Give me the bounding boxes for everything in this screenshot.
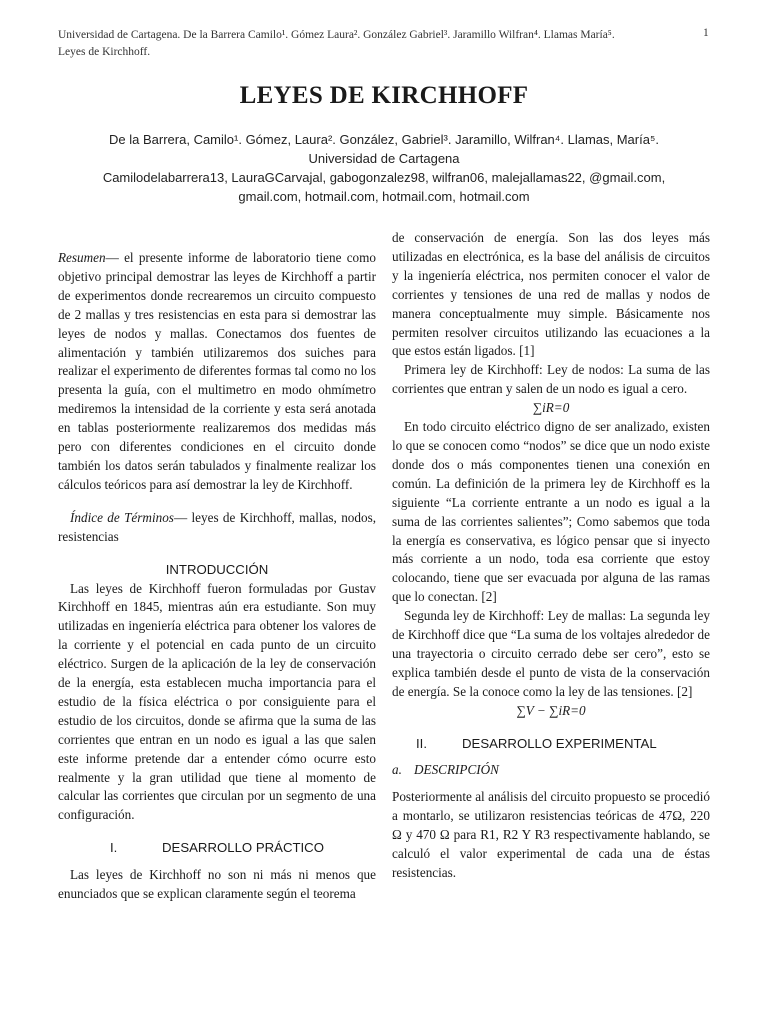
- section1-text: Las leyes de Kirchhoff no son ni más ni menos que enunciados que se explican claramente según el teorema: [58, 867, 376, 902]
- section1-title: DESARROLLO PRÁCTICO: [162, 840, 324, 856]
- left-column: [58, 249, 376, 904]
- author-block: [60, 130, 708, 206]
- index-terms-text: leyes de Kirchhoff, mallas, nodos, resistencias: [58, 509, 377, 544]
- description-text: Posteriormente al análisis del circuito propuesto se procedió a montarlo, se utilizaron resistencias teóricas de 47Ω, 220 Ω y 470 Ω para R1, R2 Y R3 respectivamente hablando, se calculó el valor experimental de cada una de éstas resistencias.: [392, 789, 710, 880]
- paper-title: LEYES DE KIRCHHOFF: [239, 82, 529, 109]
- running-head-authors: Universidad de Cartagena. De la Barrera Camilo¹. Gómez Laura². González Gabriel³. Jaramillo Wilfran⁴. Llamas María⁵.: [58, 29, 615, 41]
- subsection-letter: a.: [392, 762, 402, 778]
- equation-node-law: ∑iR=0: [532, 400, 570, 416]
- index-terms-label: Índice de Términos: [70, 509, 174, 525]
- section1-heading: [58, 839, 376, 858]
- running-head: [58, 27, 658, 61]
- equation-mesh-law: ∑V − ∑iR=0: [516, 702, 586, 718]
- page-number: 1: [703, 27, 709, 39]
- introduction-heading: INTRODUCCIÓN: [165, 561, 269, 577]
- first-law-text: Primera ley de Kirchhoff: Ley de nodos: La suma de las corrientes que entran y salen de un nodo es igual a cero.: [392, 362, 710, 397]
- theorem-continuation: de conservación de energía. Son las dos leyes más utilizadas en electrónica, es la base del análisis de circuitos y la ingeniería eléctrica, nos permiten conocer el valor de corrientes y tensiones de una red de mallas y nodos de manera conceptualmente muy simple. Básicamente nos permiten resolver circuitos utilizando las ecuaciones a la que estos están ligados. [1]: [392, 230, 710, 359]
- section1-number: I.: [110, 840, 118, 856]
- subsection-title: DESCRIPCIÓN: [414, 762, 499, 778]
- affiliation: Universidad de Cartagena: [308, 151, 460, 166]
- abstract-dash: —: [105, 250, 125, 265]
- author-names: De la Barrera, Camilo¹. Gómez, Laura². González, Gabriel³. Jaramillo, Wilfran⁴. Llamas, María⁵.: [109, 132, 659, 147]
- abstract-text: el presente informe de laboratorio tiene como objetivo principal demostrar las leyes de Kirchhoff a partir de experimentos donde recrearemos un circuito compuesto de 2 mallas y tres resistencias en esta para si demostrar las leyes de nodos y mallas. Conectamos dos fuentes de alimentación y también utilizaremos dos suiches para realizar el experimento de diferentes formas tal como no los presenta la guía, con el multimetro en modo ohmímetro mediremos la intensidad de la corriente y esta será anotada en tablas posteriormente realizaremos dos medidas más pero con diferentes condiciones en el circuito donde también los datos serán tabulados y finalmente realizar los cálculos teóricos para así demostrar la ley de Kirchhoff.: [58, 250, 377, 492]
- section2-number: II.: [416, 735, 427, 751]
- section2-heading: [392, 735, 710, 754]
- right-column: [392, 229, 710, 883]
- running-head-title: Leyes de Kirchhoff.: [58, 46, 151, 58]
- second-law-text: Segunda ley de Kirchhoff: Ley de mallas: La segunda ley de Kirchhoff dice que “La suma de los voltajes alrededor de una trayectoria o circuito cerrado debe ser cero”, esto se explica también desde el punto de vista de la conservación de energía. Se la conoce como la ley de las tensiones. [2]: [392, 608, 710, 699]
- abstract: [58, 249, 376, 495]
- index-terms-dash: —: [173, 509, 192, 525]
- subsection-description-heading: [392, 761, 710, 780]
- introduction-text: Las leyes de Kirchhoff fueron formuladas por Gustav Kirchhoff en 1845, mientras aún era estudiante. Son muy utilizadas en ingeniería eléctrica para obtener los valores de la corriente y el potencial en cada punto de un circuito eléctrico. Surgen de la aplicación de la ley de conservación de la energía, esta establecen mucha importancia para el estudio de la física eléctrica o por consiguiente para el estudio de los circuitos, donde se afirma que la suma de las corrientes que entran en un nodo es igual a las que salen este informe pretende dar a entender cómo ocurre esto realmente y la gran utilidad que tiene al momento de calcular las corrientes que circulan por un segmento de una configuración.: [58, 580, 376, 823]
- node-explanation: En todo circuito eléctrico digno de ser analizado, existen lo que se conocen como “nodos” se dice que un nodo existe donde dos o más componentes tienen una conexión en común. La definición de la primera ley de Kirchhoff es la siguiente “La corriente entrante a un nodo es igual a la suma de las corrientes salientes”; Como sabemos que toda la energía es conservativa, es lógico pensar que si inyecto más corriente a un nodo, toda esa corriente que estoy colocando, tiene que ser evacuada por alguna de las ramas que lo conectan. [2]: [392, 419, 710, 605]
- abstract-label: Resumen: [58, 250, 106, 265]
- author-emails-line2: gmail.com, hotmail.com, hotmail.com, hotmail.com: [238, 189, 530, 204]
- section2-title: DESARROLLO EXPERIMENTAL: [462, 735, 657, 751]
- index-terms: [58, 509, 376, 547]
- author-emails-line1: Camilodelabarrera13, LauraGCarvajal, gabogonzalez98, wilfran06, malejallamas22, @gmail.com,: [102, 170, 666, 185]
